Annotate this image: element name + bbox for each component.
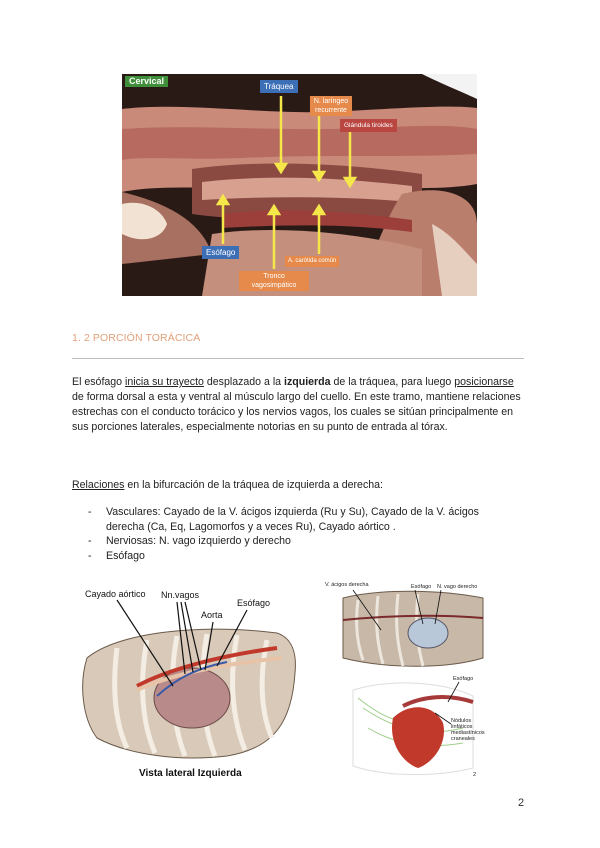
list-item-text: Vasculares: Cayado de la V. ácigos izquierda (Ru y Su), Cayado de la V. ácigos derecha (Ca, Eq, Lagomorfos y a veces Ru), Cayado aórtico . (106, 506, 479, 533)
list-item (88, 534, 518, 549)
nn-vagos-label: Nn.vagos (161, 590, 200, 600)
underlined-text: inicia su trayecto (125, 376, 204, 388)
nodulos-label: Nódulos linfáticos mediastínicos craneales (451, 718, 485, 742)
relations-underlined: Relaciones (72, 479, 125, 491)
right-anatomy-illustration (323, 578, 486, 782)
a-carotida-label: A. carótida común (285, 256, 339, 267)
tronco-vagosimpatico-label: Tronco vagosimpático (239, 271, 309, 291)
relations-text: en la bifurcación de la tráquea de izquierda a derecha: (124, 479, 383, 491)
list-dash: - (88, 549, 92, 562)
text-run: de forma dorsal a esta y ventral al músculo largo del cuello. En este tramo, mantiene relaciones estrechas con el conducto torácico y los nervios vagos, los cuales se sitúan principalmente en sus porciones laterales, especialmente notorias en su punto de entrada al tórax. (72, 391, 521, 433)
underlined-text: posicionarse (454, 376, 514, 388)
list-dash: - (88, 506, 92, 518)
esofago-lower-label: Esófago (453, 676, 474, 682)
list-item (88, 549, 518, 564)
list-item-text: Esófago (106, 549, 145, 562)
cayado-aortico-label: Cayado aórtico (85, 589, 146, 599)
list-item-text: Nerviosas: N. vago izquierdo y derecho (106, 535, 291, 547)
v-acigos-label: V. ácigos derecha (325, 582, 369, 588)
bold-text: izquierda (284, 376, 331, 388)
glandula-tiroides-label: Glándula tiroides (340, 119, 397, 132)
relations-list (88, 505, 518, 563)
list-item (88, 505, 518, 534)
cervical-label: Cervical (125, 76, 168, 87)
list-dash: - (88, 535, 92, 547)
esofago-right-label: Esófago (411, 584, 432, 590)
text-run: de la tráquea, para luego (330, 376, 455, 388)
figure-caption: Vista lateral Izquierda (139, 768, 242, 779)
traquea-label: Tráquea (260, 80, 298, 93)
aorta-label: Aorta (201, 610, 223, 620)
figure-number: 2 (473, 772, 477, 778)
text-run: desplazado a la (203, 376, 285, 388)
n-laringeo-label: N. laríngeo recurrente (310, 96, 352, 116)
page-number: 2 (518, 797, 525, 809)
body-paragraph (72, 375, 528, 435)
left-lateral-illustration (77, 578, 299, 786)
vago-derecho-label: N. vago derecho (437, 584, 478, 590)
section-heading: 1. 2 PORCIÓN TORÁCICA (72, 332, 201, 344)
esofago-label: Esófago (202, 246, 239, 259)
relations-intro (72, 478, 383, 493)
cervical-dissection-photo (122, 74, 477, 296)
esofago-fig-label: Esófago (237, 598, 271, 608)
text-run: El esófago (72, 376, 126, 388)
section-divider (72, 358, 524, 359)
